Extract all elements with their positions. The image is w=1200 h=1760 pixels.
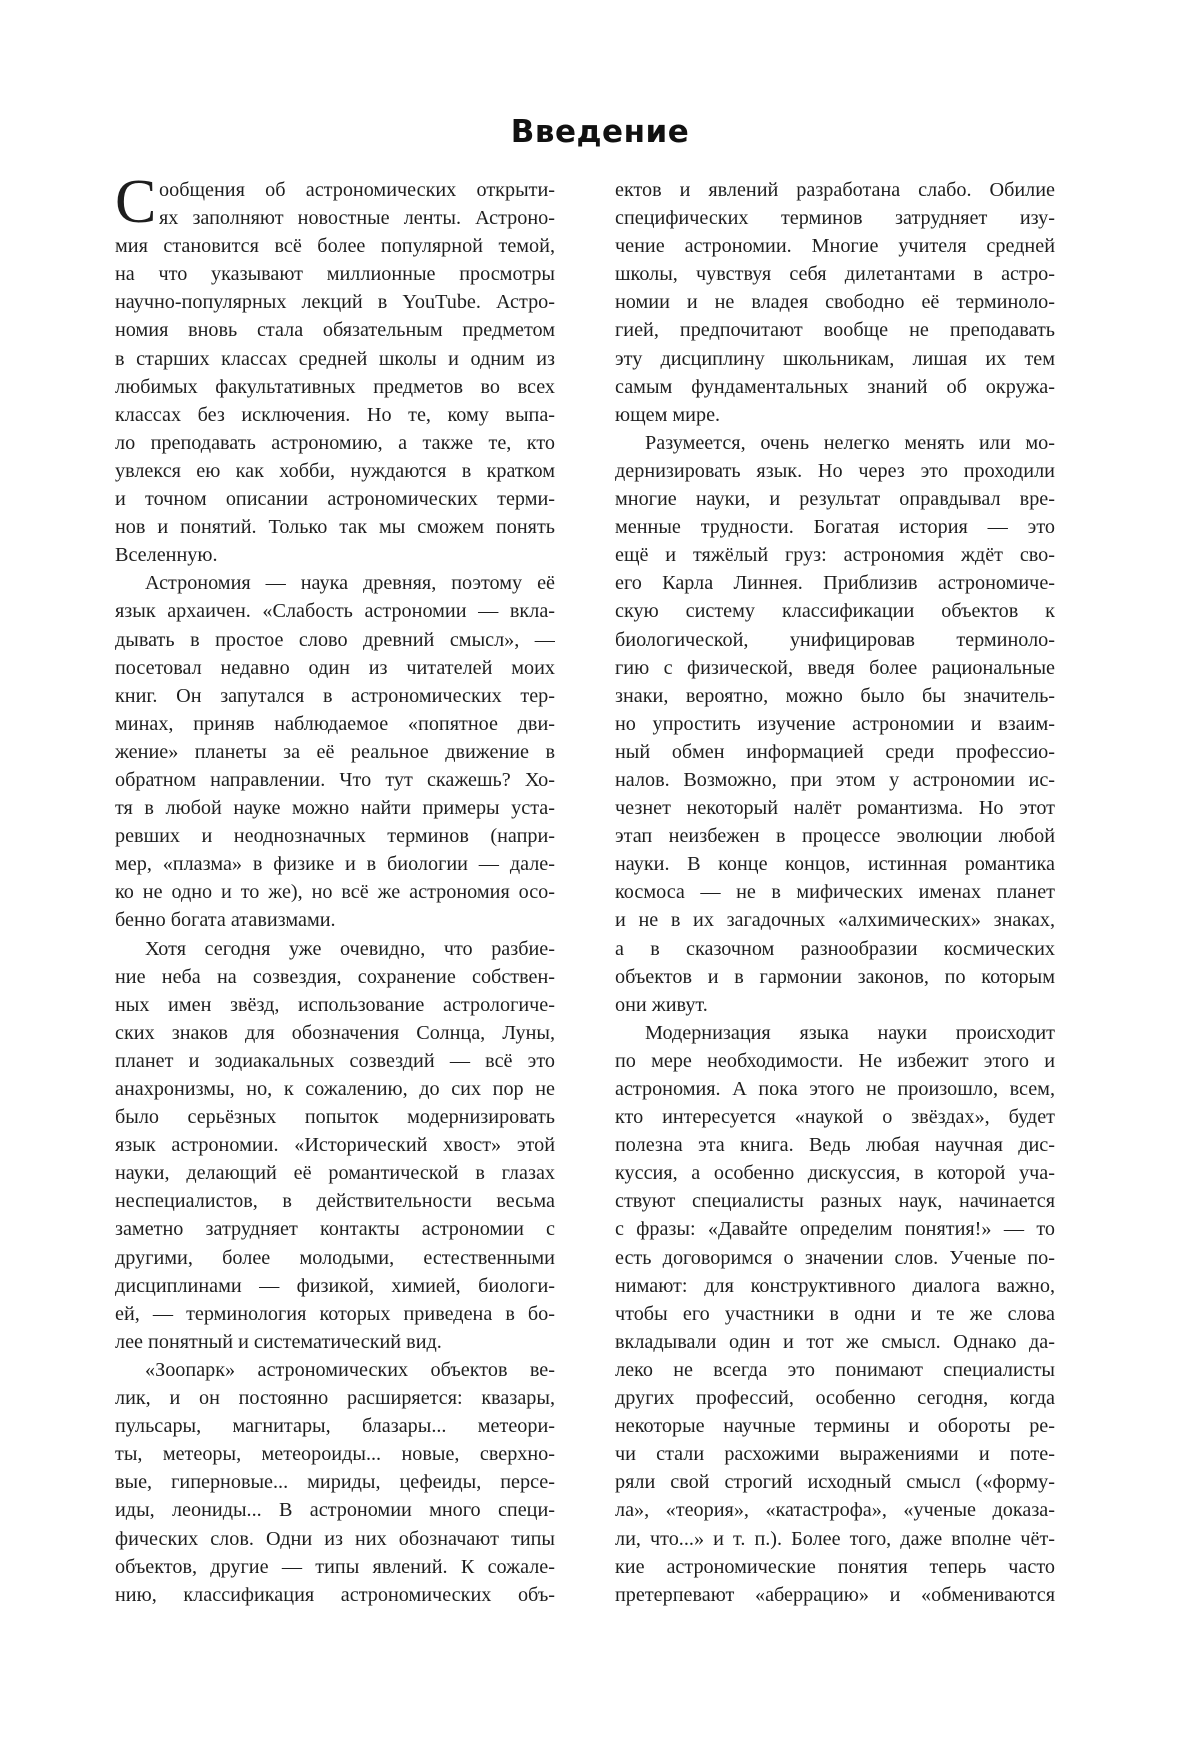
text-line: Астрономия — наука древняя, поэтому её	[145, 572, 555, 595]
text-line: ских знаков для обозначения Солнца, Луны,	[115, 1021, 555, 1044]
text-line: с фразы: «Давайте определим понятия!» — то	[615, 1218, 1055, 1241]
text-line: специфических терминов затрудняет изу-	[615, 207, 1055, 230]
text-line: знаки, вероятно, можно было бы значитель-	[615, 684, 1055, 707]
text-line: язык астрономии. «Исторический хвост» этой	[115, 1134, 555, 1157]
text-line: язык архаичен. «Слабость астрономии — вкла-	[115, 600, 555, 623]
text-line: мия становится всё более популярной темой,	[115, 235, 555, 258]
text-line: претерпевают «аберрацию» и «обмениваются	[615, 1583, 1055, 1606]
text-line: другими, более молодыми, естественными	[115, 1246, 555, 1269]
text-line: вые, гиперновые... мириды, цефеиды, персе-	[115, 1471, 555, 1494]
text-line: ко не одно и то же), но всё же астрономия осо-	[115, 881, 555, 904]
text-line: нию, классификация астрономических объ-	[115, 1583, 555, 1606]
text-line: они живут.	[615, 993, 708, 1016]
text-line: вкладывали один и тот же смысл. Однако да-	[615, 1330, 1055, 1353]
text-line: чтобы его участники в одни и те же слова	[615, 1302, 1055, 1325]
text-line: дернизировать язык. Но через это проходили	[615, 459, 1055, 482]
text-line: ещё и тяжёлый груз: астрономия ждёт сво-	[615, 544, 1055, 567]
text-line: гией, предпочитают вообще не преподавать	[615, 319, 1055, 342]
text-line: увлекся ею как хобби, нуждаются в кратком	[115, 459, 555, 482]
text-line: планет и зодиакальных созвездий — всё это	[115, 1049, 555, 1072]
text-line: ревших и неоднозначных терминов (напри-	[115, 825, 555, 848]
text-line: гию с физической, введя более рациональные	[615, 656, 1055, 679]
text-line: объектов, другие — типы явлений. К сожале-	[115, 1555, 555, 1578]
text-line: полезна эта книга. Ведь любая научная дис-	[615, 1134, 1055, 1157]
text-line: неспециалистов, в действительности весьма	[115, 1190, 555, 1213]
text-line: ли, что...» и т. п.). Более того, даже вполне чёт-	[615, 1527, 1055, 1550]
left-column	[115, 176, 555, 1609]
text-line: заметно затрудняет контакты астрономии с	[115, 1218, 555, 1241]
text-line: лее понятный и систематический вид.	[115, 1330, 442, 1353]
text-line: бенно богата атавизмами.	[115, 909, 336, 932]
text-line: некоторые научные термины и обороты ре-	[615, 1415, 1055, 1438]
text-line: объектов и в гармонии законов, по которым	[615, 965, 1055, 988]
text-line: скую систему классификации объектов к	[615, 600, 1055, 623]
text-line: космоса — не в мифических именах планет	[615, 881, 1055, 904]
text-line: посетовал недавно один из читателей моих	[115, 656, 555, 679]
text-line: других профессий, особенно сегодня, когда	[615, 1387, 1055, 1410]
text-line: ектов и явлений разработана слабо. Обилие	[615, 179, 1055, 201]
text-line: тя в любой науке можно найти примеры уста-	[115, 797, 555, 820]
text-line: Разумеется, очень нелегко менять или мо-	[645, 431, 1055, 454]
text-line: «Зоопарк» астрономических объектов ве-	[145, 1358, 555, 1381]
text-line: анахронизмы, но, к сожалению, до сих пор не	[115, 1078, 555, 1100]
text-line: ла», «теория», «катастрофа», «ученые доказа-	[615, 1499, 1055, 1522]
text-line: номии и не владея свободно её терминоло-	[615, 291, 1055, 314]
text-line: Модернизация языка науки происходит	[645, 1021, 1055, 1044]
text-line: ообщения об астрономических открыти-	[159, 179, 555, 201]
chapter-title: Введение	[510, 114, 690, 150]
text-line: кто интересуется «наукой о звёздах», будет	[615, 1106, 1055, 1129]
text-line: налов. Возможно, при этом у астрономии ис-	[615, 768, 1055, 791]
text-line: этап неизбежен в процессе эволюции любой	[615, 825, 1055, 848]
text-line: биологической, унифицировав терминоло-	[615, 628, 1055, 651]
text-line: нов и понятий. Только так мы сможем понять	[115, 516, 555, 539]
text-line: леко не всегда это понимают специалисты	[615, 1358, 1055, 1381]
text-line: чение астрономии. Многие учителя средней	[615, 235, 1055, 258]
text-line: ствуют специалисты разных наук, начинается	[615, 1190, 1055, 1213]
text-line: самым фундаментальных знаний об окружа-	[615, 375, 1055, 398]
text-line: чезнет некоторый налёт романтизма. Но этот	[615, 797, 1055, 820]
text-line: эту дисциплину школьникам, лишая их тем	[615, 347, 1055, 370]
text-line: а в сказочном разнообразии космических	[615, 937, 1055, 960]
text-line: менные трудности. Богатая история — это	[615, 516, 1055, 539]
text-line: ных имен звёзд, использование астрологиче-	[115, 993, 555, 1016]
text-line: мер, «плазма» в физике и в биологии — дале-	[115, 853, 555, 876]
text-line: ях заполняют новостные ленты. Астроно-	[159, 207, 555, 230]
text-line: научно-популярных лекций в YouTube. Астро-	[115, 291, 555, 314]
text-line: лик, и он постоянно расширяется: квазары,	[115, 1387, 555, 1410]
text-line: книг. Он запутался в астрономических тер-	[115, 684, 555, 707]
text-line: иды, леониды... В астрономии много специ-	[115, 1499, 555, 1522]
text-line: его Карла Линнея. Приблизив астрономиче-	[615, 572, 1055, 595]
text-line: дисциплинами — физикой, химией, биологи-	[115, 1274, 555, 1297]
text-line: ло преподавать астрономию, а также те, кто	[115, 431, 555, 454]
text-line: ряли свой строгий исходный смысл («форму-	[615, 1471, 1055, 1494]
text-line: в старших классах средней школы и одним из	[115, 347, 555, 370]
text-line: жение» планеты за её реальное движение в	[115, 740, 555, 763]
text-line: минах, приняв наблюдаемое «попятное дви-	[115, 712, 555, 735]
right-column	[615, 176, 1055, 1609]
text-line: ный обмен информацией среди профессио-	[615, 740, 1055, 763]
text-line: классах без исключения. Но те, кому выпа-	[115, 403, 555, 426]
text-line: обратном направлении. Что тут скажешь? Хо-	[115, 768, 555, 791]
text-line: нимают: для конструктивного диалога важно,	[615, 1274, 1055, 1297]
text-line: кие астрономические понятия теперь часто	[615, 1555, 1055, 1578]
text-line: дывать в простое слово древний смысл», —	[115, 628, 555, 651]
text-line: но упростить изучение астрономии и взаим-	[615, 712, 1055, 735]
text-line: было серьёзных попыток модернизировать	[115, 1106, 555, 1129]
text-line: и точном описании астрономических терми-	[115, 488, 555, 511]
text-line: ние неба на созвездия, сохранение собствен-	[115, 965, 555, 988]
text-line: номия вновь стала обязательным предметом	[115, 319, 555, 342]
text-line: есть договоримся о значении слов. Ученые по-	[615, 1246, 1055, 1269]
text-line: чи стали расхожими выражениями и поте-	[615, 1443, 1055, 1466]
text-line: куссия, а особенно дискуссия, в которой уча-	[615, 1162, 1055, 1185]
text-line: науки, делающий её романтической в глазах	[115, 1162, 555, 1185]
text-line: и не в их загадочных «алхимических» знаках,	[615, 909, 1055, 932]
text-line: любимых факультативных предметов во всех	[115, 375, 555, 398]
text-line: ты, метеоры, метеороиды... новые, сверхно-	[115, 1443, 555, 1466]
text-line: фических слов. Одни из них обозначают типы	[115, 1527, 555, 1550]
text-line: школы, чувствуя себя дилетантами в астро-	[615, 263, 1055, 286]
text-line: Хотя сегодня уже очевидно, что разбие-	[145, 937, 555, 960]
drop-cap: С	[115, 168, 157, 236]
text-line: ей, — терминология которых приведена в бо-	[115, 1302, 555, 1325]
text-line: науки. В конце концов, истинная романтика	[615, 853, 1055, 876]
text-line: ющем мире.	[615, 403, 721, 426]
text-line: многие науки, и результат оправдывал вре-	[615, 488, 1055, 511]
text-line: Вселенную.	[115, 544, 218, 567]
text-line: по мере необходимости. Не избежит этого и	[615, 1049, 1055, 1072]
text-line: на что указывают миллионные просмотры	[115, 263, 555, 286]
text-line: астрономия. А пока этого не произошло, всем,	[615, 1078, 1055, 1100]
text-line: пульсары, магнитары, блазары... метеори-	[115, 1415, 555, 1438]
